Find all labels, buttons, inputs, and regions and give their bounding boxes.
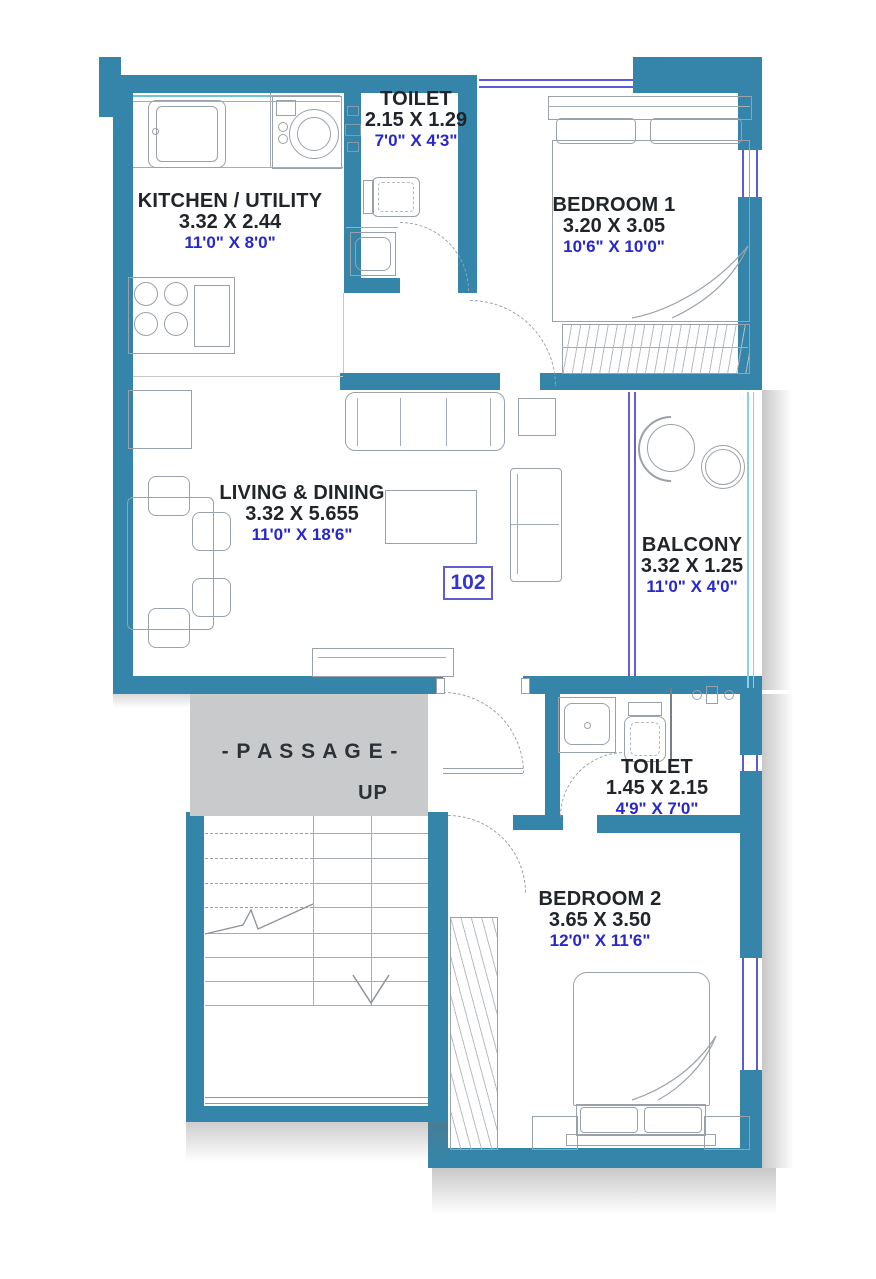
bed2-pillow [580, 1107, 638, 1133]
media-unit [312, 648, 454, 677]
bed2-blanket-fold [630, 1030, 720, 1106]
room-size-metric: 1.45 X 2.15 [605, 777, 709, 799]
wall [428, 1148, 762, 1168]
room-size-metric: 3.32 X 1.25 [640, 555, 744, 577]
room-label-toilet1 [332, 88, 500, 151]
up-label: UP [358, 782, 388, 804]
kitchen-platform-line [133, 376, 343, 377]
window-top [479, 79, 633, 88]
shadow [432, 1168, 776, 1214]
stove-burner [134, 312, 158, 336]
toilet2-washbasin-drain [584, 722, 591, 729]
passage-label: - P A S S A G E - [221, 740, 399, 763]
room-size-imperial: 4'9" X 7'0" [615, 799, 699, 818]
room-size-metric: 3.32 X 5.655 [245, 503, 359, 525]
kitchen-sink-basin [156, 106, 218, 162]
entrance-door-jamb [521, 678, 530, 694]
washing-machine-knob [278, 122, 288, 132]
wardrobe-bedroom2 [450, 917, 498, 1150]
stove-burner [134, 282, 158, 306]
stove-burner [164, 312, 188, 336]
media-unit-line [318, 657, 446, 658]
tv-unit-line [511, 524, 559, 525]
wall [740, 771, 762, 958]
washing-machine-knob [278, 134, 288, 144]
stair-down-arrow [352, 974, 390, 1006]
shower-fixture [692, 690, 702, 700]
wall [113, 676, 443, 694]
room-size-imperial: 11'0" X 18'6" [251, 525, 353, 544]
bed2-side-table [704, 1116, 750, 1150]
shadow [186, 1122, 448, 1162]
dining-chair [192, 578, 231, 617]
room-size-imperial: 11'0" X 8'0" [184, 233, 276, 252]
kitchen-living-divider-line [343, 293, 344, 373]
window-toilet2 [742, 755, 758, 771]
stair-tread-dashed [205, 833, 313, 834]
room-label-kitchen [132, 190, 328, 253]
toilet1-washbasin-bowl [355, 237, 391, 271]
door-arc-entrance [443, 692, 524, 773]
room-name: LIVING & DINING [219, 482, 385, 504]
sofa-seat-divider [446, 398, 447, 446]
balcony-chair-back [624, 402, 717, 495]
wall [186, 1106, 448, 1122]
wall [740, 680, 762, 755]
room-name: BEDROOM 2 [538, 888, 662, 910]
bed2-headboard [566, 1134, 716, 1146]
room-size-imperial: 7'0" X 4'3" [374, 131, 458, 150]
wardrobe-bedroom1 [562, 324, 750, 374]
stair-break-line [205, 898, 315, 938]
room-name: KITCHEN / UTILITY [137, 190, 323, 212]
room-name: TOILET [621, 756, 693, 778]
wall [344, 278, 400, 293]
balcony-table-inner [705, 449, 741, 485]
stair-tread [205, 1005, 428, 1006]
door-arc-bedroom1 [470, 300, 556, 386]
room-size-imperial: 11'0" X 4'0" [646, 577, 738, 596]
sofa [345, 392, 505, 451]
room-label-bedroom2 [508, 888, 692, 951]
room-size-metric: 3.20 X 3.05 [562, 215, 666, 237]
window-bedroom2 [742, 958, 758, 1070]
stove-burner [164, 282, 188, 306]
toilet1-counter-line [346, 227, 398, 228]
shadow [113, 694, 190, 708]
room-size-imperial: 12'0" X 11'6" [549, 931, 651, 950]
dining-chair [148, 476, 190, 516]
stair-landing-line [205, 1097, 428, 1104]
shower-fixture [706, 686, 718, 704]
toilet2-wc-seat [630, 722, 660, 756]
room-size-metric: 3.32 X 2.44 [178, 211, 282, 233]
kitchen-counter-line [270, 93, 271, 167]
room-label-living [204, 482, 400, 545]
side-table [518, 398, 556, 436]
bed1-headboard-line [548, 106, 750, 107]
wall [513, 815, 563, 830]
stove-oven [194, 285, 230, 347]
unit-number-box [443, 566, 493, 600]
bed2-side-table [532, 1116, 578, 1150]
stair-tread-dashed [205, 858, 313, 859]
bed1-headboard [548, 96, 752, 120]
room-name: TOILET [380, 88, 452, 110]
entrance-door-jamb [436, 678, 445, 694]
toilet2-wc-tank [628, 702, 662, 716]
toilet2-partition-line [670, 688, 672, 760]
entrance-door-leaf [443, 768, 523, 774]
washing-machine-panel [276, 100, 296, 116]
living-cabinet [128, 390, 192, 449]
stair-tread [205, 957, 428, 958]
room-size-metric: 2.15 X 1.29 [364, 109, 468, 131]
stair-tread-dashed [205, 883, 313, 884]
shower-fixture [724, 690, 734, 700]
room-label-balcony [617, 534, 767, 597]
washing-machine-drum-inner [297, 117, 331, 151]
stair-tread [205, 981, 428, 982]
toilet1-wc-seat [378, 182, 414, 212]
wall [186, 812, 204, 1122]
room-label-toilet2 [572, 756, 742, 819]
dining-chair [148, 608, 190, 648]
shadow [762, 694, 794, 1168]
wardrobe-bedroom1-midline [562, 347, 748, 348]
bed2-pillow [644, 1107, 702, 1133]
sofa-arm-line [357, 398, 358, 446]
room-size-imperial: 10'6" X 10'0" [563, 237, 665, 256]
room-name: BALCONY [641, 534, 743, 556]
room-size-metric: 3.65 X 3.50 [548, 909, 652, 931]
unit-number: 102 [450, 571, 486, 594]
wall [540, 373, 762, 390]
kitchen-sink-drain [152, 128, 159, 135]
room-label-bedroom1 [518, 194, 710, 257]
sofa-arm-line [490, 398, 491, 446]
sofa-seat-divider [400, 398, 401, 446]
room-name: BEDROOM 1 [552, 194, 676, 216]
